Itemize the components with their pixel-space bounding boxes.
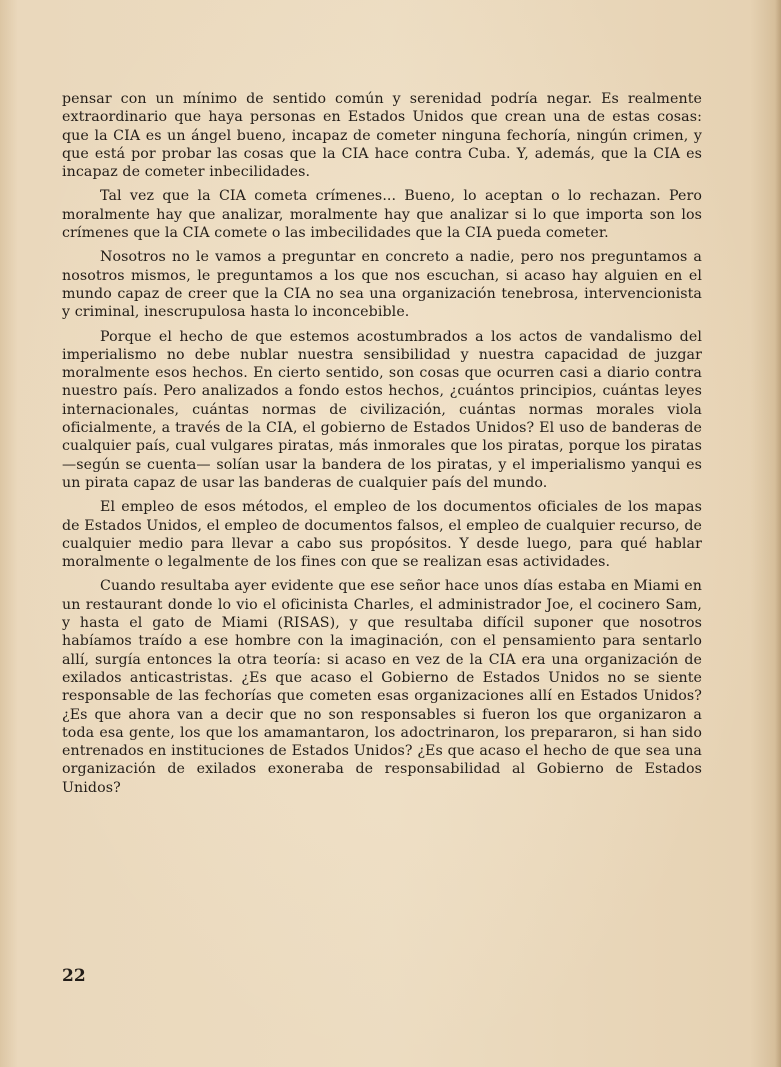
paragraph-1: pensar con un mínimo de sentido común y serenidad podría negar. Es realmente extraordinario que haya personas en Estados Unidos que crean una de estas cosas: que la CIA es un ángel bueno, incapaz de cometer ninguna fechoría, ningún crimen, y que está por probar las cosas que la CIA hace contra Cuba. Y, además, que la CIA es incapaz de cometer inbecilidades. [62,91,702,181]
paragraph-2: Tal vez que la CIA cometa crímenes... Bueno, lo aceptan o lo rechazan. Pero moralmente hay que analizar, moralmente hay que analizar si lo que importa son los crímenes que la CIA comete o las imbecilidades que la CIA pueda cometer. [62,188,702,242]
body-text [62,90,702,803]
paragraph-4: Porque el hecho de que estemos acostumbrados a los actos de vandalismo del imperialismo no debe nublar nuestra sensibilidad y nuestra capacidad de juzgar moralmente esos hechos. En cierto sentido, son cosas que ocurren casi a diario contra nuestro país. Pero analizados a fondo estos hechos, ¿cuántos principios, cuántas leyes internacionales, cuántas normas de civilización, cuántas normas morales viola oficialmente, a través de la CIA, el gobierno de Estados Unidos? El uso de banderas de cualquier país, cual vulgares piratas, más inmorales que los piratas, porque los piratas —según se cuenta— solían usar la bandera de los piratas, y el imperialismo yanqui es un pirata capaz de usar las banderas de cualquier país del mundo. [62,328,702,491]
paragraph-5: El empleo de esos métodos, el empleo de los documentos oficiales de los mapas de Estados Unidos, el empleo de documentos falsos, el empleo de cualquier recurso, de cualquier medio para llevar a cabo sus propósitos. Y desde luego, para qué hablar moralmente o legalmente de los fines con que se realizan esas actividades. [62,499,702,571]
paragraph-6: Cuando resultaba ayer evidente que ese señor hace unos días estaba en Miami en un restaurant donde lo vio el oficinista Charles, el administrador Joe, el cocinero Sam, y hasta el gato de Miami (RISAS), y que resultaba difícil suponer que nosotros habíamos traído a ese hombre con la imaginación, con el pensamiento para sentarlo allí, surgía entonces la otra teoría: si acaso en vez de la CIA era una organización de exilados anticastristas. ¿Es que acaso el Gobierno de Estados Unidos no se siente responsable de las fechorías que cometen esas organizaciones allí en Estados Unidos? ¿Es que ahora van a decir que no son responsables si fueron los que organizaron a toda esa gente, los que los amamantaron, los adoctrinaron, los prepararon, si han sido entrenados en instituciones de Estados Unidos? ¿Es que acaso el hecho de que sea una organización de exilados exoneraba de responsabilidad al Gobierno de Estados Unidos? [62,578,702,796]
paragraph-3: Nosotros no le vamos a preguntar en concreto a nadie, pero nos preguntamos a nosotros mismos, le preguntamos a los que nos escuchan, si acaso hay alguien en el mundo capaz de creer que la CIA no sea una organización tenebrosa, intervencionista y criminal, inescrupulosa hasta lo inconcebible. [62,249,702,321]
page-number: 22 [62,966,86,986]
